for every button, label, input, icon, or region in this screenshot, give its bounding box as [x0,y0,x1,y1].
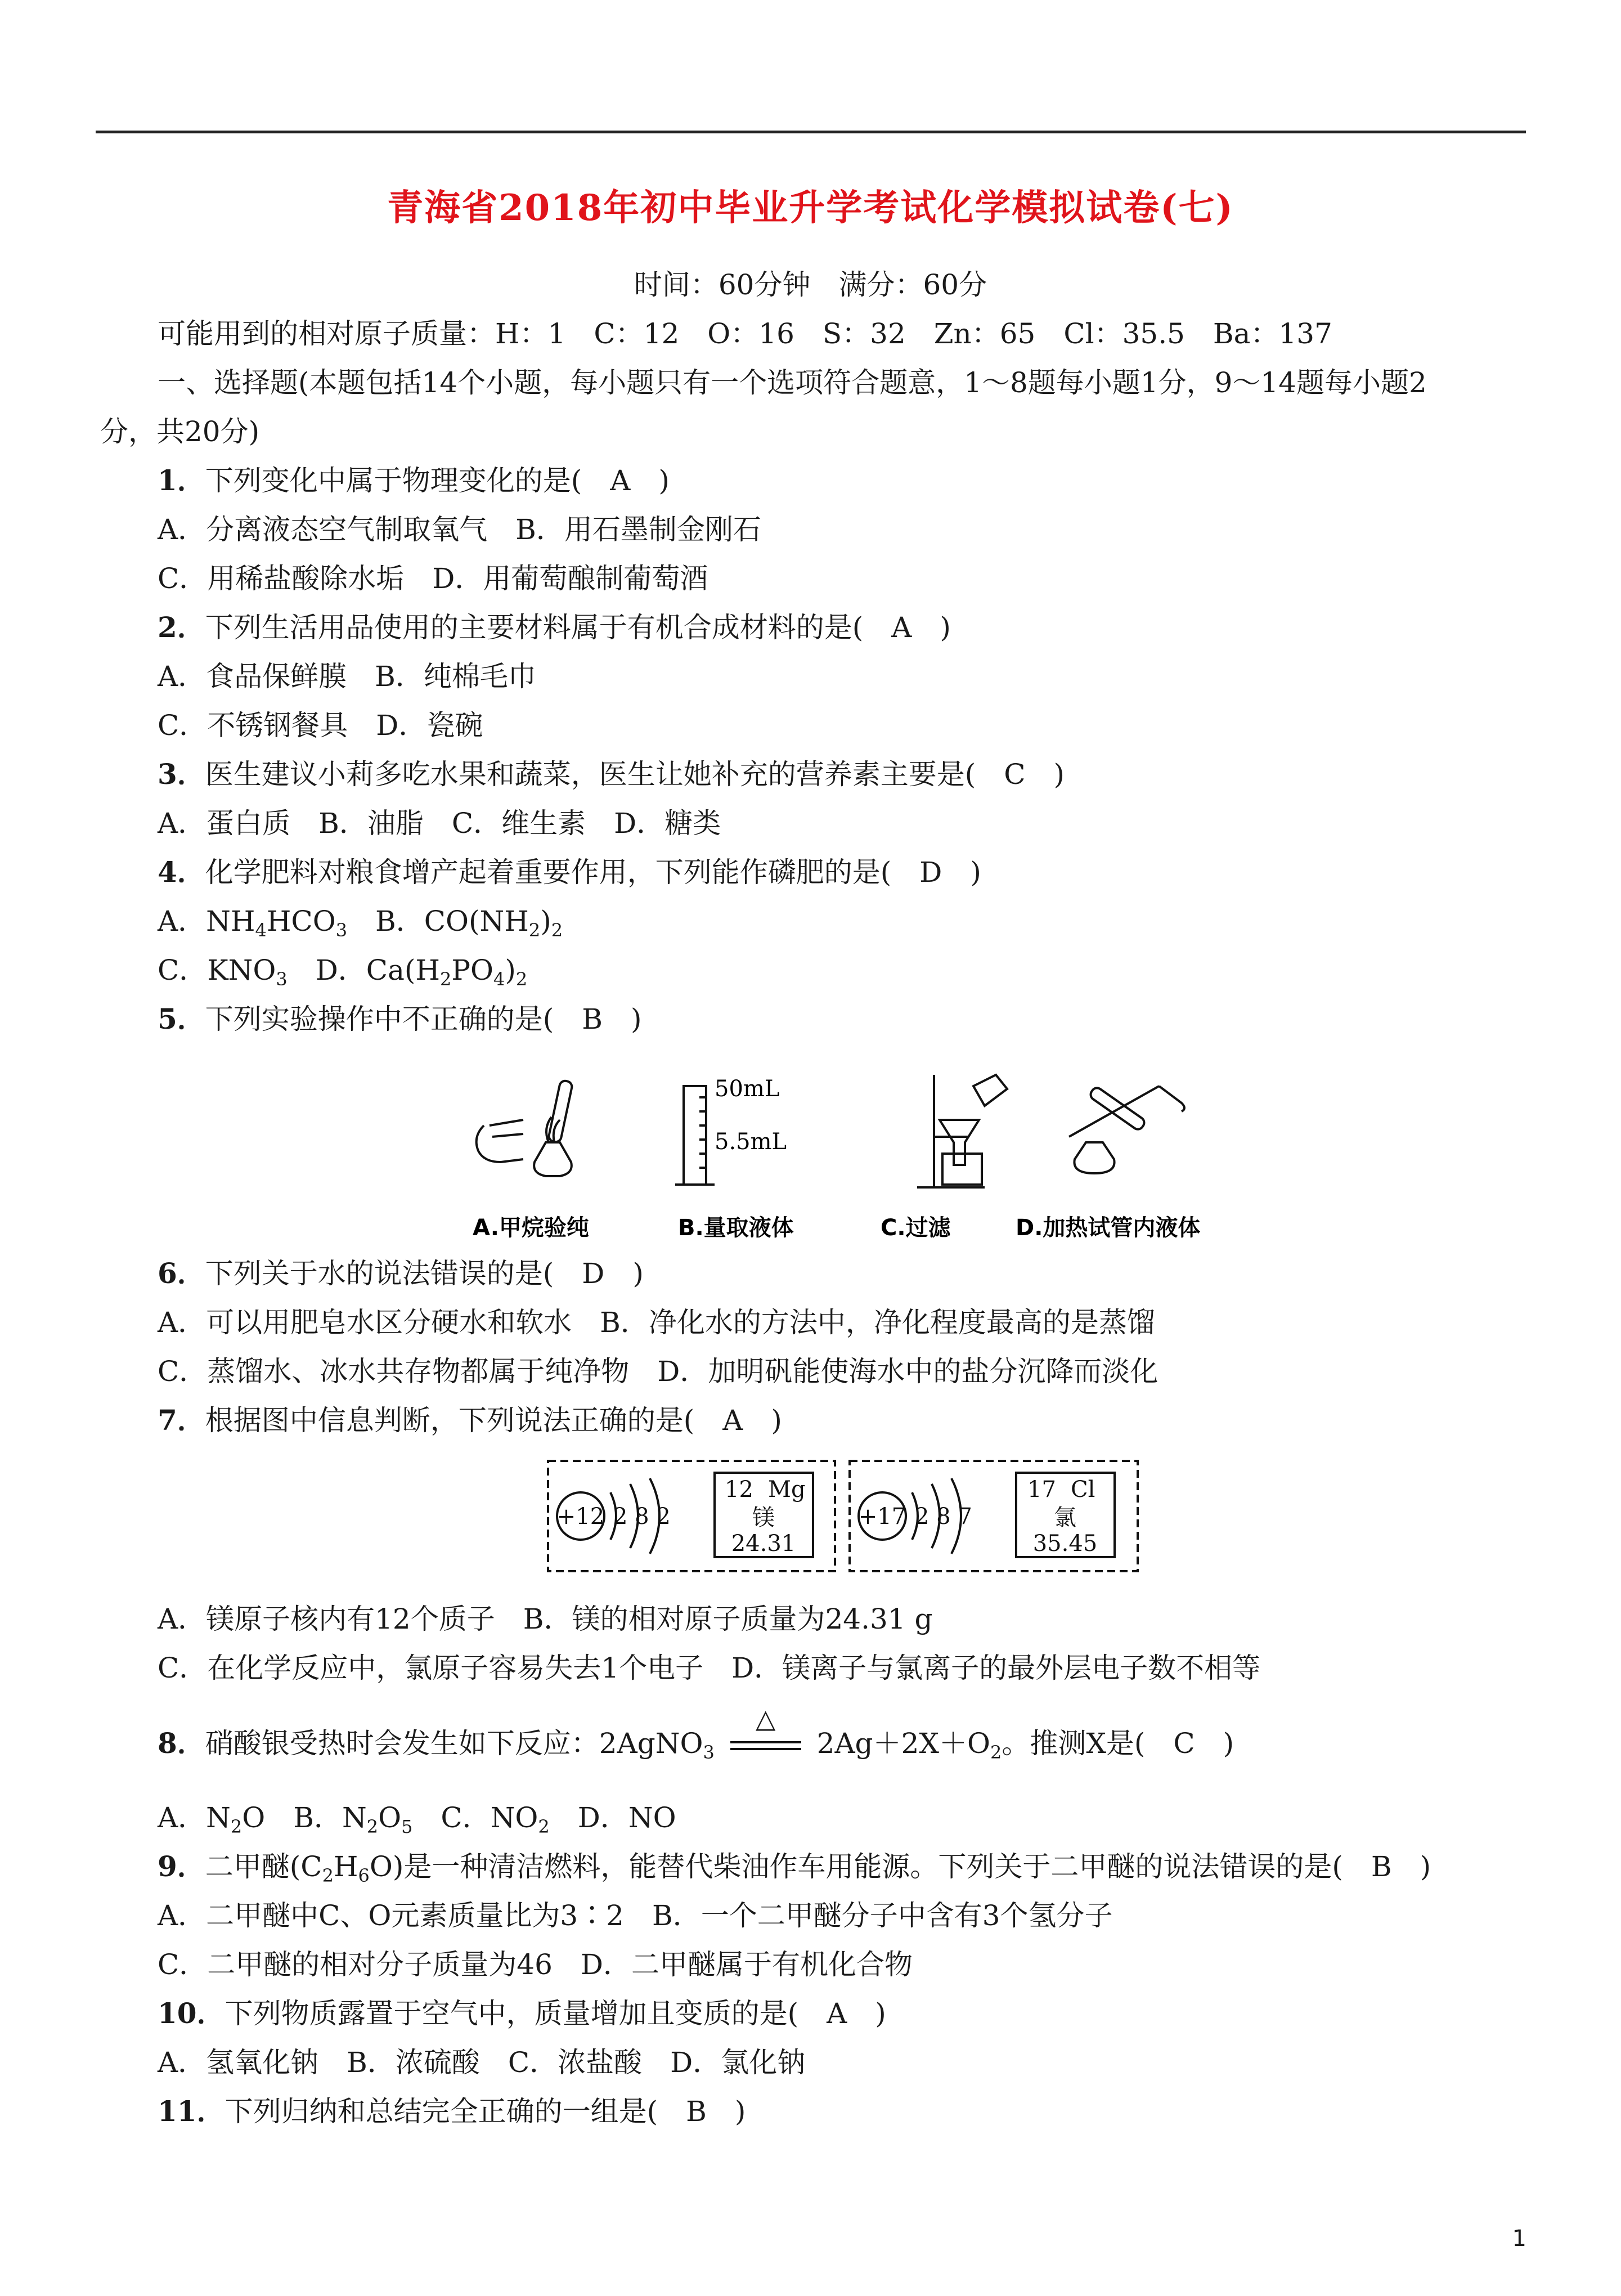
funnel-icon [940,1120,979,1165]
graduated-cylinder-icon [684,1086,706,1185]
q2-options-ab: A．食品保鲜膜 B．纯棉毛巾 [158,660,536,693]
cl-electron-shells: 2 8 7 [915,1504,972,1530]
cylinder-mark-50: 50mL [715,1076,780,1102]
time-info: 时间：60分钟 满分：60分 [634,268,987,301]
q6-options-ab: A．可以用肥皂水区分硬水和软水 B．净化水的方法中，净化程度最高的是蒸馏 [158,1306,1155,1339]
cl-nucleus-charge: +17 [858,1504,906,1530]
question-3: 3．医生建议小莉多吃水果和蔬菜，医生让她补充的营养素主要是( C ) [158,757,1065,791]
heat-symbol: △ [756,1703,776,1734]
atomic-structure-figure [546,1459,1142,1575]
q9-options-cd: C．二甲醚的相对分子质量为46 D．二甲醚属于有机化合物 [158,1948,913,1981]
header-rule [96,131,1526,133]
fig5-label-d: D.加热试管内液体 [1016,1215,1201,1241]
question-11: 11．下列归纳和总结完全正确的一组是( B ) [158,2095,746,2128]
cl-mass: 35.45 [1032,1531,1098,1557]
sub-5: 5 [401,1816,413,1837]
q3-options: A．蛋白质 B．油脂 C．维生素 D．糖类 [158,807,721,840]
question-7: 7．根据图中信息判断，下列说法正确的是( A ) [158,1403,782,1437]
question-9: 9．二甲醚$(C_2H_6O)$是一种清洁燃料，能替代柴油作车用能源。下列关于二甲醚的说法错误的是( B ) [158,1850,1431,1886]
q1-options-cd: C．用稀盐酸除水垢 D．用葡萄酿制葡萄酒 [158,562,708,595]
question-8: 8．硝酸银受热时会发生如下反应：2AgNO$_3$ △ $2Ag+2X+O_2$。推测X是( C ) [158,1727,1234,1763]
q7-options-cd: C．在化学反应中，氯原子容易失去1个电子 D．镁离子与氯离子的最外层电子数不相等 [158,1652,1261,1684]
page-title: 青海省2018年初中毕业升学考试化学模拟试卷(七) [387,187,1234,229]
question-1: 1．下列变化中属于物理变化的是( A ) [158,464,670,497]
section-header-cont: 分，共20分) [100,415,260,448]
question-4: 4．化学肥料对粮食增产起着重要作用，下列能作磷肥的是( D ) [158,855,981,889]
section-header: 一、选择题(本题包括14个小题，每小题只有一个选项符合题意，1～8题每小题1分，9～14题每小题2 [158,366,1427,399]
q10-options: A．氢氧化钠 B．浓硫酸 C．浓盐酸 D．氯化钠 [158,2046,806,2079]
alcohol-lamp-icon [534,1142,572,1176]
cl-symbol: Cl [1071,1477,1095,1503]
mg-electron-shells: 2 8 2 [613,1504,671,1530]
question-6: 6．下列关于水的说法错误的是( D ) [158,1257,644,1290]
q7-options-ab: A．镁原子核内有12个质子 B．镁的相对原子质量为24.31 g [158,1603,933,1635]
iron-stand-icon [917,1075,985,1187]
cylinder-mark-5-5: 5.5mL [715,1129,787,1155]
page-number: 1 [1512,2226,1526,2252]
fig5-label-a: A.甲烷验纯 [473,1215,589,1241]
cl-name: 氯 [1054,1505,1076,1531]
test-tube-icon [548,1080,573,1143]
cl-number: 17 [1027,1477,1056,1503]
atomic-masses: 可能用到的相对原子质量：H：1 C：12 O：16 S：32 Zn：65 Cl：35.5 Ba：137 [158,317,1332,350]
tube-holder-icon [1069,1086,1159,1137]
mg-symbol: Mg [768,1477,806,1503]
question-10: 10．下列物质露置于空气中，质量增加且变质的是( A ) [158,1997,886,2030]
mg-name: 镁 [752,1505,775,1531]
hand-icon [477,1125,523,1162]
q4-options-cd: C．$KNO_3$ D．$Ca(H_2PO_4)_2$ [158,954,528,990]
q9-options-ab: A．二甲醚中C、O元素质量比为3∶2 B．一个二甲醚分子中含有3个氢分子 [158,1899,1113,1932]
fig5-label-c: C.过滤 [881,1215,951,1241]
reaction-condition [724,1703,808,1763]
mg-mass: 24.31 [731,1531,796,1557]
q1-options-ab: A．分离液态空气制取氧气 B．用石墨制金刚石 [158,513,761,546]
question-5: 5．下列实验操作中不正确的是( B ) [158,1002,642,1035]
beaker-icon [942,1154,982,1185]
lamp-heating-icon [1074,1142,1114,1173]
question-2: 2．下列生活用品使用的主要材料属于有机合成材料的是( A ) [158,611,951,644]
q6-options-cd: C．蒸馏水、冰水共存物都属于纯净物 D．加明矾能使海水中的盐分沉降而淡化 [158,1355,1159,1388]
lab-operations-figure [450,1064,1249,1244]
q2-options-cd: C．不锈钢餐具 D．瓷碗 [158,709,483,742]
mg-nucleus-charge: +12 [556,1504,605,1530]
q4-options-ab: A．$NH_4HCO_3$ B．$CO(NH_2)_2$ [158,905,563,941]
fig5-label-b: B.量取液体 [678,1215,794,1241]
q8-options: A．$N_2O$ B．$N_2O_5$ C．$NO_2$ D．NO [158,1801,676,1837]
mg-number: 12 [725,1477,753,1503]
sub-6: 6 [358,1865,370,1886]
